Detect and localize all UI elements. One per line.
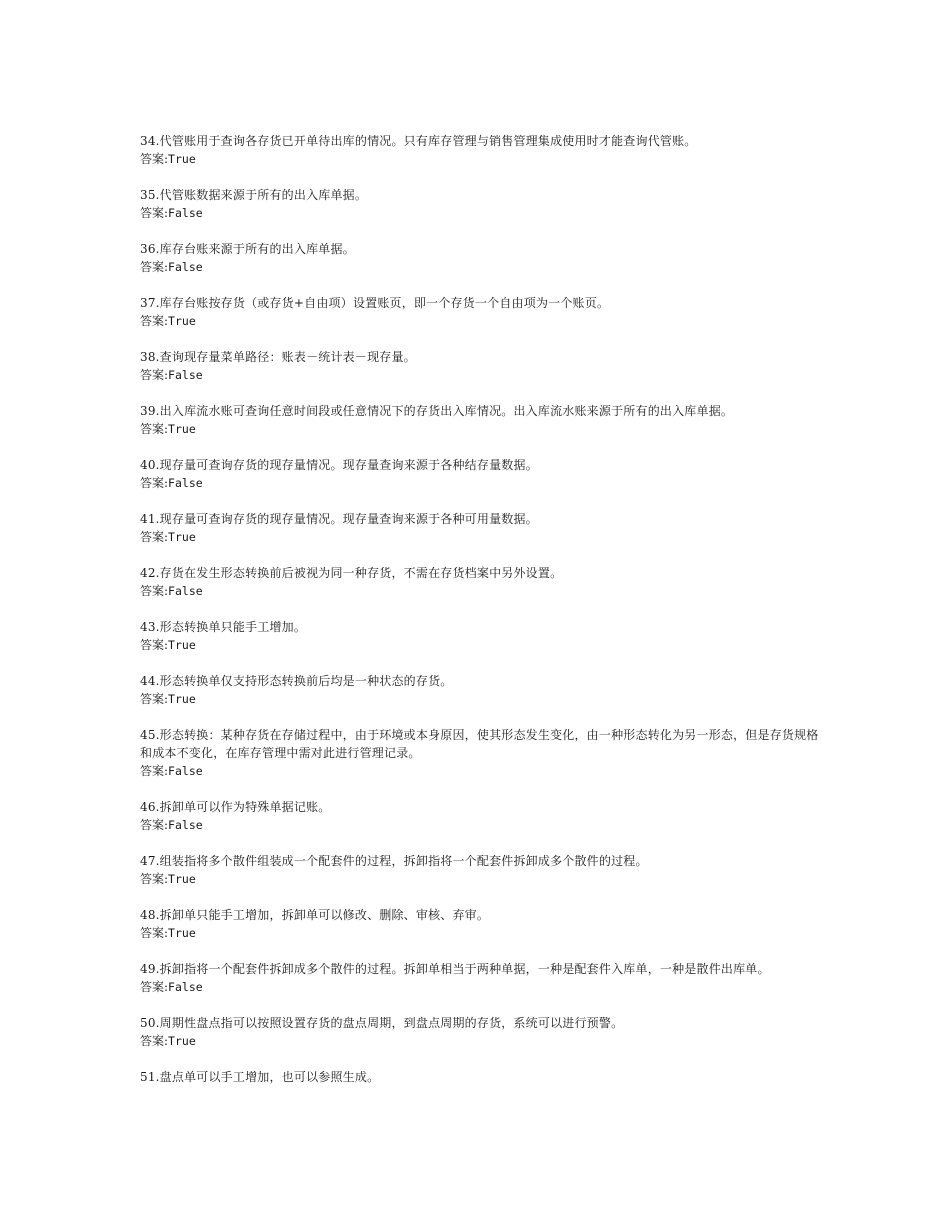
answer-label: 答案: xyxy=(140,980,169,994)
question-item xyxy=(140,240,830,276)
answer-line xyxy=(140,258,830,276)
answer-label: 答案: xyxy=(140,530,169,544)
answer-value: False xyxy=(168,584,203,598)
answer-label: 答案: xyxy=(140,260,169,274)
question-item xyxy=(140,1014,830,1050)
answer-label: 答案: xyxy=(140,692,169,706)
answer-line xyxy=(140,636,830,654)
answer-value: False xyxy=(168,368,203,382)
question-text: 38.查询现存量菜单路径：账表－统计表－现存量。 xyxy=(140,350,416,364)
answer-line xyxy=(140,204,830,222)
answer-label: 答案: xyxy=(140,818,169,832)
answer-line xyxy=(140,582,830,600)
answer-label: 答案: xyxy=(140,584,169,598)
answer-line xyxy=(140,870,830,888)
question-text: 50.周期性盘点指可以按照设置存货的盘点周期，到盘点周期的存货，系统可以进行预警。 xyxy=(140,1016,624,1030)
question-item xyxy=(140,402,830,438)
answer-value: False xyxy=(168,206,203,220)
answer-label: 答案: xyxy=(140,872,169,886)
question-item xyxy=(140,672,830,708)
answer-label: 答案: xyxy=(140,368,169,382)
answer-line xyxy=(140,474,830,492)
question-text: 47.组装指将多个散件组装成一个配套件的过程，拆卸指将一个配套件拆卸成多个散件的过程。 xyxy=(140,854,648,868)
question-item xyxy=(140,132,830,168)
question-text: 43.形态转换单只能手工增加。 xyxy=(140,620,307,634)
question-text: 49.拆卸指将一个配套件拆卸成多个散件的过程。拆卸单相当于两种单据，一种是配套件入库单，一种是散件出库单。 xyxy=(140,962,770,976)
answer-line xyxy=(140,1032,830,1050)
answer-line xyxy=(140,420,830,438)
answer-value: True xyxy=(168,692,196,706)
question-text: 35.代管账数据来源于所有的出入库单据。 xyxy=(140,188,368,202)
answer-line xyxy=(140,312,830,330)
answer-label: 答案: xyxy=(140,422,169,436)
answer-line xyxy=(140,528,830,546)
answer-value: True xyxy=(168,638,196,652)
answer-value: False xyxy=(168,260,203,274)
question-item xyxy=(140,1068,830,1086)
question-item xyxy=(140,960,830,996)
question-text: 39.出入库流水账可查询任意时间段或任意情况下的存货出入库情况。出入库流水账来源于所有的出入库单据。 xyxy=(140,404,734,418)
answer-line xyxy=(140,816,830,834)
answer-line xyxy=(140,978,830,996)
question-item xyxy=(140,564,830,600)
question-text: 48.拆卸单只能手工增加，拆卸单可以修改、删除、审核、弃审。 xyxy=(140,908,490,922)
answer-value: True xyxy=(168,530,196,544)
question-item xyxy=(140,852,830,888)
question-text: 40.现存量可查询存货的现存量情况。现存量查询来源于各种结存量数据。 xyxy=(140,458,538,472)
question-text: 34.代管账用于查询各存货已开单待出库的情况。只有库存管理与销售管理集成使用时才能查询代管账。 xyxy=(140,134,697,148)
answer-value: False xyxy=(168,818,203,832)
answer-value: False xyxy=(168,476,203,490)
question-text: 45.形态转换：某种存货在存储过程中，由于环境或本身原因，使其形态发生变化，由一种形态转化为另一形态，但是存货规格和成本不变化，在库存管理中需对此进行管理记录。 xyxy=(140,728,819,760)
answer-label: 答案: xyxy=(140,314,169,328)
answer-value: True xyxy=(168,1034,196,1048)
question-text: 44.形态转换单仅支持形态转换前后均是一种状态的存货。 xyxy=(140,674,453,688)
question-text: 51.盘点单可以手工增加，也可以参照生成。 xyxy=(140,1070,380,1084)
question-text: 41.现存量可查询存货的现存量情况。现存量查询来源于各种可用量数据。 xyxy=(140,512,538,526)
answer-value: True xyxy=(168,152,196,166)
answer-label: 答案: xyxy=(140,926,169,940)
question-text: 37.库存台账按存货（或存货+自由项）设置账页，即一个存货一个自由项为一个账页。 xyxy=(140,296,610,310)
answer-value: False xyxy=(168,980,203,994)
question-item xyxy=(140,618,830,654)
question-item xyxy=(140,294,830,330)
answer-value: True xyxy=(168,314,196,328)
answer-line xyxy=(140,150,830,168)
answer-value: True xyxy=(168,422,196,436)
answer-label: 答案: xyxy=(140,206,169,220)
question-item xyxy=(140,456,830,492)
question-text: 42.存货在发生形态转换前后被视为同一种存货，不需在存货档案中另外设置。 xyxy=(140,566,563,580)
answer-line xyxy=(140,924,830,942)
answer-label: 答案: xyxy=(140,152,169,166)
answer-line xyxy=(140,366,830,384)
answer-label: 答案: xyxy=(140,476,169,490)
answer-value: True xyxy=(168,872,196,886)
answer-label: 答案: xyxy=(140,764,169,778)
answer-line xyxy=(140,690,830,708)
question-list xyxy=(140,132,830,1104)
question-text: 36.库存台账来源于所有的出入库单据。 xyxy=(140,242,355,256)
question-text: 46.拆卸单可以作为特殊单据记账。 xyxy=(140,800,331,814)
question-item xyxy=(140,510,830,546)
answer-label: 答案: xyxy=(140,638,169,652)
question-item xyxy=(140,348,830,384)
question-item xyxy=(140,186,830,222)
answer-label: 答案: xyxy=(140,1034,169,1048)
answer-value: False xyxy=(168,764,203,778)
answer-line xyxy=(140,762,830,780)
question-item xyxy=(140,726,830,780)
question-item xyxy=(140,906,830,942)
answer-value: True xyxy=(168,926,196,940)
question-item xyxy=(140,798,830,834)
